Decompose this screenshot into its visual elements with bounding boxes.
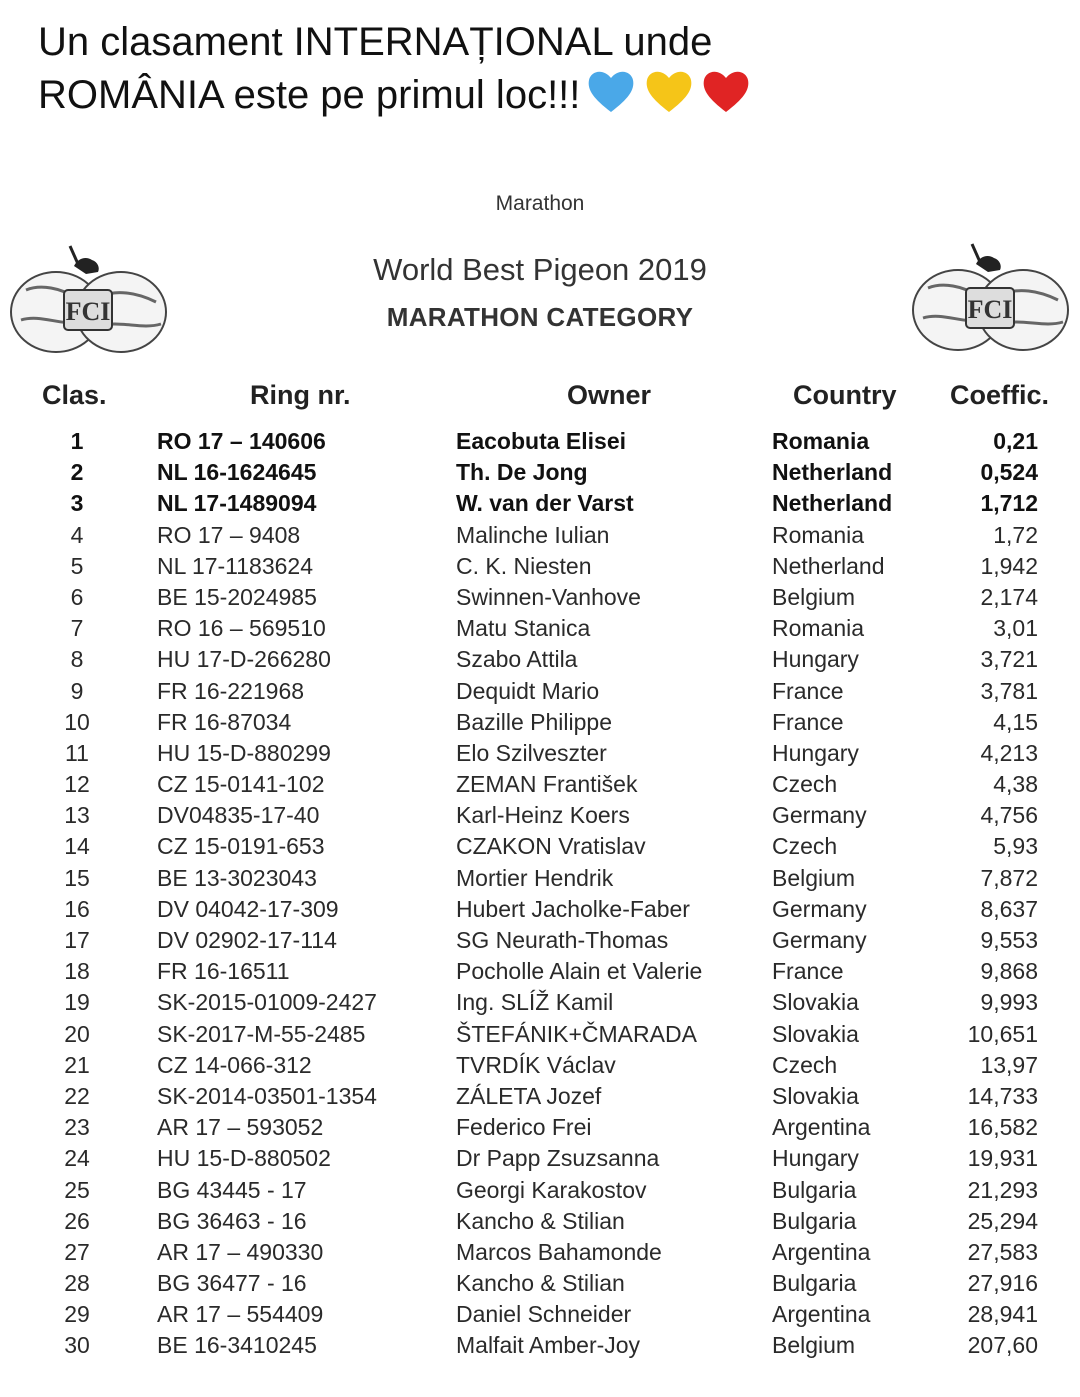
cell-owner: Daniel Schneider xyxy=(456,1301,632,1328)
table-row xyxy=(0,1330,1080,1361)
cell-coef: 4,38 xyxy=(993,771,1038,798)
red-heart-icon xyxy=(701,68,751,114)
cell-owner: Kancho & Stilian xyxy=(456,1270,625,1297)
caption-line-2-text: ROMÂNIA este pe primul loc!!! xyxy=(38,73,581,117)
caption-line-1: Un clasament INTERNAȚIONAL unde xyxy=(38,20,713,64)
cell-ring: FR 16-87034 xyxy=(157,708,292,735)
table-row xyxy=(0,520,1080,551)
table-row xyxy=(0,1299,1080,1330)
cell-ring: NL 16-1624645 xyxy=(157,459,317,486)
cell-country: France xyxy=(772,708,844,735)
cell-clas: 26 xyxy=(64,1207,90,1234)
cell-coef: 4,756 xyxy=(980,802,1038,829)
cell-country: Slovakia xyxy=(772,1020,859,1047)
cell-coef: 2,174 xyxy=(980,583,1038,610)
cell-coef: 1,712 xyxy=(980,490,1038,517)
cell-country: Netherland xyxy=(772,552,885,579)
table-row xyxy=(0,894,1080,925)
cell-clas: 21 xyxy=(64,1051,90,1078)
header-clas: Clas. xyxy=(42,380,107,410)
cell-ring: BE 15-2024985 xyxy=(157,583,317,610)
table-row xyxy=(0,1268,1080,1299)
cell-owner: TVRDÍK Václav xyxy=(456,1051,616,1078)
cell-coef: 9,868 xyxy=(980,958,1038,985)
cell-clas: 24 xyxy=(64,1145,90,1172)
cell-ring: BE 16-3410245 xyxy=(157,1332,317,1359)
table-row xyxy=(0,863,1080,894)
table-row xyxy=(0,800,1080,831)
cell-coef: 28,941 xyxy=(967,1301,1038,1328)
ranking-document xyxy=(0,170,1080,1397)
cell-ring: SK-2017-M-55-2485 xyxy=(157,1020,366,1047)
cell-owner: Pocholle Alain et Valerie xyxy=(456,958,703,985)
header-country: Country xyxy=(793,380,897,410)
cell-owner: ZÁLETA Jozef xyxy=(456,1082,602,1109)
cell-coef: 27,583 xyxy=(967,1238,1038,1265)
cell-country: Argentina xyxy=(772,1114,871,1141)
cell-owner: Dequidt Mario xyxy=(456,677,600,704)
cell-ring: DV 04042-17-309 xyxy=(157,895,339,922)
cell-ring: CZ 14-066-312 xyxy=(157,1051,312,1078)
cell-country: Argentina xyxy=(772,1238,871,1265)
cell-owner: Kancho & Stilian xyxy=(456,1207,625,1234)
cell-country: Czech xyxy=(772,771,838,798)
logo-text: FCI xyxy=(65,297,111,326)
cell-country: Bulgaria xyxy=(772,1176,857,1203)
cell-clas: 3 xyxy=(70,490,84,517)
cell-coef: 207,60 xyxy=(967,1332,1038,1359)
cell-country: Romania xyxy=(772,615,865,642)
cell-country: France xyxy=(772,958,844,985)
cell-ring: DV 02902-17-114 xyxy=(157,927,337,953)
yellow-heart-icon xyxy=(644,68,694,114)
cell-ring: BG 36477 - 16 xyxy=(157,1270,307,1297)
cell-coef: 1,942 xyxy=(980,552,1038,579)
cell-clas: 4 xyxy=(70,521,84,548)
cell-coef: 13,97 xyxy=(980,1051,1038,1078)
table-row xyxy=(0,1237,1080,1268)
cell-coef: 19,931 xyxy=(967,1145,1038,1172)
table-row xyxy=(0,644,1080,675)
cell-clas: 7 xyxy=(70,615,84,642)
cell-coef: 0,21 xyxy=(993,428,1038,454)
cell-clas: 28 xyxy=(64,1270,90,1297)
cell-clas: 30 xyxy=(64,1332,90,1359)
cell-ring: BG 36463 - 16 xyxy=(157,1207,307,1234)
cell-owner: Eacobuta Elisei xyxy=(456,428,627,454)
cell-ring: CZ 15-0191-653 xyxy=(157,833,325,860)
table-row xyxy=(0,1175,1080,1206)
cell-clas: 14 xyxy=(64,833,90,860)
cell-ring: DV04835-17-40 xyxy=(157,802,320,829)
cell-coef: 27,916 xyxy=(967,1270,1038,1297)
cell-owner: Mortier Hendrik xyxy=(456,864,614,891)
cell-country: Germany xyxy=(772,927,867,953)
cell-ring: NL 17-1489094 xyxy=(157,490,317,517)
cell-owner: Karl-Heinz Koers xyxy=(456,802,630,829)
table-row xyxy=(0,1143,1080,1174)
cell-coef: 7,872 xyxy=(980,864,1038,891)
cell-owner: W. van der Varst xyxy=(456,490,634,517)
caption-line-2 xyxy=(38,68,1038,127)
logo-text: FCI xyxy=(967,295,1013,324)
table-row xyxy=(0,707,1080,738)
cell-coef: 4,213 xyxy=(980,739,1038,766)
cell-owner: Georgi Karakostov xyxy=(456,1176,647,1203)
table-row xyxy=(0,1019,1080,1050)
cell-country: Bulgaria xyxy=(772,1270,857,1297)
cell-coef: 10,651 xyxy=(967,1020,1038,1047)
cell-clas: 9 xyxy=(70,677,84,704)
cell-ring: HU 15-D-880502 xyxy=(157,1145,331,1172)
cell-clas: 8 xyxy=(70,646,84,673)
cell-clas: 20 xyxy=(64,1020,90,1047)
cell-country: Belgium xyxy=(772,583,856,610)
table-row xyxy=(0,613,1080,644)
table-row xyxy=(0,1050,1080,1081)
ranking-table xyxy=(0,426,1080,1362)
cell-country: Slovakia xyxy=(772,989,859,1016)
cell-country: Belgium xyxy=(772,1332,856,1359)
cell-clas: 29 xyxy=(64,1301,90,1328)
cell-clas: 17 xyxy=(64,927,90,953)
cell-country: Germany xyxy=(772,802,867,829)
cell-owner: Ing. SLÍŽ Kamil xyxy=(456,989,614,1016)
cell-owner: Elo Szilveszter xyxy=(456,739,607,766)
cell-ring: RO 17 – 140606 xyxy=(157,428,326,454)
cell-clas: 12 xyxy=(64,771,90,798)
cell-clas: 27 xyxy=(64,1238,90,1265)
cell-country: Romania xyxy=(772,521,865,548)
cell-clas: 10 xyxy=(64,708,90,735)
cell-coef: 9,553 xyxy=(980,927,1038,953)
table-row xyxy=(0,426,1080,457)
cell-coef: 9,993 xyxy=(980,989,1038,1016)
table-row xyxy=(0,551,1080,582)
cell-clas: 2 xyxy=(70,459,84,486)
cell-ring: RO 16 – 569510 xyxy=(157,615,326,642)
category-label: Marathon xyxy=(495,192,585,215)
cell-country: Hungary xyxy=(772,646,859,673)
header-owner: Owner xyxy=(567,380,652,410)
table-row xyxy=(0,738,1080,769)
cell-ring: SK-2015-01009-2427 xyxy=(157,989,377,1016)
cell-ring: HU 17-D-266280 xyxy=(157,646,331,673)
cell-owner: Bazille Philippe xyxy=(456,708,612,735)
cell-owner: Dr Papp Zsuzsanna xyxy=(456,1145,660,1172)
table-row xyxy=(0,488,1080,519)
cell-country: Belgium xyxy=(772,864,856,891)
cell-owner: Federico Frei xyxy=(456,1114,592,1141)
cell-clas: 18 xyxy=(64,958,90,985)
cell-ring: BG 43445 - 17 xyxy=(157,1176,307,1203)
cell-clas: 19 xyxy=(64,989,90,1016)
table-row xyxy=(0,956,1080,987)
header-ring: Ring nr. xyxy=(250,380,351,410)
cell-ring: AR 17 – 554409 xyxy=(157,1301,324,1328)
table-row xyxy=(0,457,1080,488)
cell-owner: Malfait Amber-Joy xyxy=(456,1332,641,1359)
cell-coef: 25,294 xyxy=(967,1207,1038,1234)
cell-clas: 15 xyxy=(64,864,90,891)
table-row xyxy=(0,582,1080,613)
cell-clas: 11 xyxy=(65,739,89,766)
cell-coef: 14,733 xyxy=(967,1082,1038,1109)
cell-owner: ŠTEFÁNIK+ČMARADA xyxy=(456,1020,697,1047)
cell-country: Bulgaria xyxy=(772,1207,857,1234)
cell-owner: Th. De Jong xyxy=(456,459,588,486)
heart-emojis xyxy=(586,68,746,127)
cell-clas: 13 xyxy=(64,802,90,829)
cell-ring: HU 15-D-880299 xyxy=(157,739,331,766)
document-title: World Best Pigeon 2019 xyxy=(373,252,707,287)
table-row xyxy=(0,1206,1080,1237)
cell-coef: 0,524 xyxy=(980,459,1038,486)
cell-owner: Swinnen-Vanhove xyxy=(456,583,641,610)
cell-clas: 23 xyxy=(64,1114,90,1141)
cell-owner: C. K. Niesten xyxy=(456,552,592,579)
cell-coef: 3,01 xyxy=(993,615,1038,642)
cell-country: Germany xyxy=(772,895,867,922)
cell-country: Czech xyxy=(772,833,838,860)
cell-country: Hungary xyxy=(772,739,859,766)
cell-clas: 5 xyxy=(70,552,84,579)
header-coef: Coeffic. xyxy=(950,380,1050,410)
cell-country: Netherland xyxy=(772,490,893,517)
cell-clas: 6 xyxy=(70,583,84,610)
cell-coef: 5,93 xyxy=(993,833,1038,860)
cell-ring: RO 17 – 9408 xyxy=(157,521,301,548)
cell-coef: 3,781 xyxy=(980,677,1038,704)
cell-ring: AR 17 – 593052 xyxy=(157,1114,324,1141)
cell-country: Argentina xyxy=(772,1301,871,1328)
table-row xyxy=(0,1081,1080,1112)
table-row xyxy=(0,1112,1080,1143)
table-row xyxy=(0,925,1080,956)
cell-ring: FR 16-221968 xyxy=(157,677,305,704)
table-row xyxy=(0,831,1080,862)
cell-clas: 1 xyxy=(70,428,84,454)
post-caption xyxy=(38,16,1038,127)
cell-coef: 1,72 xyxy=(993,521,1038,548)
cell-coef: 8,637 xyxy=(980,895,1038,922)
cell-ring: NL 17-1183624 xyxy=(157,552,314,579)
cell-ring: BE 13-3023043 xyxy=(157,864,317,891)
table-header xyxy=(0,380,1080,420)
cell-owner: Malinche Iulian xyxy=(456,521,610,548)
cell-owner: Szabo Attila xyxy=(456,646,578,673)
cell-clas: 22 xyxy=(64,1082,90,1109)
cell-ring: AR 17 – 490330 xyxy=(157,1238,324,1265)
cell-coef: 16,582 xyxy=(967,1114,1038,1141)
document-subtitle: MARATHON CATEGORY xyxy=(386,302,694,332)
cell-owner: ZEMAN František xyxy=(456,771,638,798)
cell-clas: 16 xyxy=(64,895,90,922)
cell-ring: SK-2014-03501-1354 xyxy=(157,1082,377,1109)
cell-country: Netherland xyxy=(772,459,893,486)
cell-owner: Marcos Bahamonde xyxy=(456,1238,662,1265)
cell-owner: Hubert Jacholke-Faber xyxy=(456,895,690,922)
cell-country: Hungary xyxy=(772,1145,859,1172)
cell-clas: 25 xyxy=(64,1176,90,1203)
cell-country: France xyxy=(772,677,844,704)
cell-country: Romania xyxy=(772,428,870,454)
cell-owner: CZAKON Vratislav xyxy=(456,833,646,860)
blue-heart-icon xyxy=(586,68,636,114)
cell-coef: 3,721 xyxy=(980,646,1038,673)
table-row xyxy=(0,987,1080,1018)
cell-coef: 21,293 xyxy=(967,1176,1038,1203)
cell-owner: Matu Stanica xyxy=(456,615,591,642)
cell-country: Slovakia xyxy=(772,1082,859,1109)
table-row xyxy=(0,676,1080,707)
cell-owner: SG Neurath-Thomas xyxy=(456,927,669,953)
cell-ring: CZ 15-0141-102 xyxy=(157,771,325,798)
cell-ring: FR 16-16511 xyxy=(157,958,290,985)
table-row xyxy=(0,769,1080,800)
cell-country: Czech xyxy=(772,1051,838,1078)
cell-coef: 4,15 xyxy=(993,708,1038,735)
